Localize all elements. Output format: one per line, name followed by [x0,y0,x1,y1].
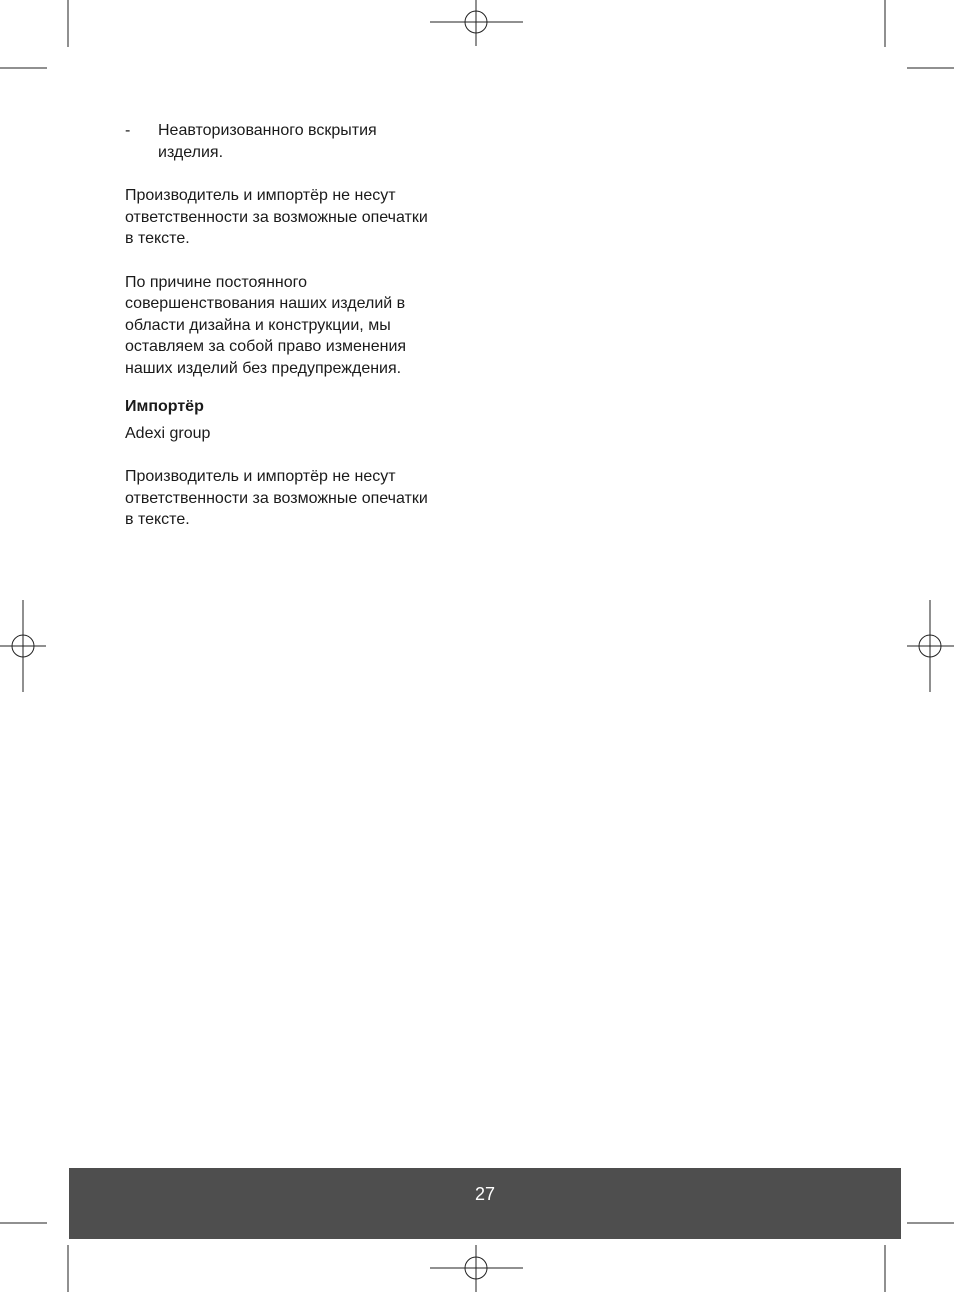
disclaimer-paragraph-1 [125,185,470,250]
paragraph-line: Производитель и импортёр не несут [125,187,396,204]
improvement-notice-paragraph [125,272,470,380]
bullet-item [125,120,470,163]
paragraph-line: ответственности за возможные опечатки [125,489,428,507]
disclaimer-paragraph-2 [125,466,470,531]
paragraph-line: совершенствования наших изделий в [125,295,406,312]
paragraph-line: области дизайна и конструкции, мы [125,316,391,334]
paragraph-line: оставляем за собой право изменения [125,338,407,355]
paragraph-line: По причине постоянного [125,273,308,291]
footer-bar [69,1168,901,1239]
bullet-text-line: Неавторизованного вскрытия [158,122,377,139]
paragraph-line: Производитель и импортёр не несут [125,468,396,485]
importer-name: Adexi group [125,424,211,442]
paragraph-line: в тексте. [125,511,190,528]
page-number: 27 [474,1184,496,1204]
page-content [125,120,470,553]
bullet-dash: - [125,122,131,139]
paragraph-line: ответственности за возможные опечатки [125,208,428,226]
paragraph-line: наших изделий без предупреждения. [125,359,402,377]
bullet-text-line: изделия. [158,143,224,161]
paragraph-line: в тексте. [125,230,190,247]
importer-heading: Импортёр [125,398,204,415]
